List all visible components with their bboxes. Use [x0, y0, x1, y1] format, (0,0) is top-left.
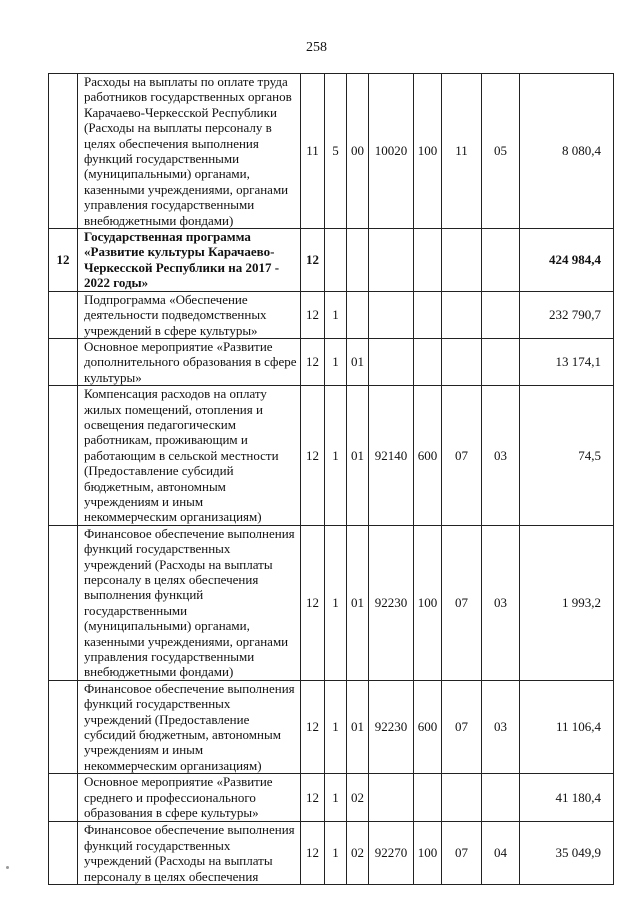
program-code: 12 — [301, 680, 325, 773]
section-code — [442, 774, 482, 822]
row-number — [49, 680, 78, 773]
event-code: 01 — [347, 680, 369, 773]
amount: 41 180,4 — [520, 774, 614, 822]
expense-type-code: 600 — [414, 680, 442, 773]
section-code: 07 — [442, 386, 482, 526]
table-row — [49, 680, 614, 773]
expense-name: Финансовое обеспечение выполнения функций государственных учреждений (Расходы на выплаты персоналу в целях обеспечения — [78, 822, 301, 885]
expense-type-code — [414, 774, 442, 822]
program-code: 12 — [301, 229, 325, 292]
section-code: 07 — [442, 680, 482, 773]
amount: 13 174,1 — [520, 338, 614, 385]
direction-code: 10020 — [369, 74, 414, 229]
subprogram-code — [325, 229, 347, 292]
expense-name: Расходы на выплаты по оплате труда работников государственных органов Карачаево-Черкесской Республики (Расходы на выплаты персоналу в целях обеспечения выполнения функций государственными (муниципальными) органами, казенными учреждениями, органами управления государственными внебюджетными фондами) — [78, 74, 301, 229]
expense-type-code: 100 — [414, 525, 442, 680]
expense-type-code — [414, 291, 442, 338]
table-row — [49, 74, 614, 229]
table-row — [49, 229, 614, 292]
subsection-code: 04 — [482, 822, 520, 885]
direction-code — [369, 291, 414, 338]
subsection-code: 03 — [482, 386, 520, 526]
expense-name: Государственная программа «Развитие культуры Карачаево-Черкесской Республики на 2017 - 2022 годы» — [78, 229, 301, 292]
expense-name: Основное мероприятие «Развитие среднего и профессионального образования в сфере культуры» — [78, 774, 301, 822]
direction-code — [369, 338, 414, 385]
event-code: 02 — [347, 822, 369, 885]
direction-code: 92230 — [369, 680, 414, 773]
subsection-code: 03 — [482, 680, 520, 773]
program-code: 12 — [301, 291, 325, 338]
subprogram-code: 1 — [325, 386, 347, 526]
expense-type-code: 600 — [414, 386, 442, 526]
program-code: 12 — [301, 822, 325, 885]
direction-code: 92230 — [369, 525, 414, 680]
row-number — [49, 74, 78, 229]
table-row — [49, 338, 614, 385]
expense-name: Финансовое обеспечение выполнения функций государственных учреждений (Расходы на выплаты персоналу в целях обеспечения выполнения функций государственными (муниципальными) органами, казенными учреждениями, органами управления государственными внебюджетными фондами) — [78, 525, 301, 680]
program-code: 12 — [301, 774, 325, 822]
row-number — [49, 386, 78, 526]
row-number: 12 — [49, 229, 78, 292]
subprogram-code: 1 — [325, 680, 347, 773]
table-row — [49, 822, 614, 885]
section-code — [442, 338, 482, 385]
subsection-code — [482, 338, 520, 385]
section-code — [442, 291, 482, 338]
table-row — [49, 774, 614, 822]
amount: 8 080,4 — [520, 74, 614, 229]
event-code — [347, 291, 369, 338]
expense-name: Компенсация расходов на оплату жилых помещений, отопления и освещения педагогическим работникам, проживающим и работающим в сельской местности (Предоставление субсидий бюджетным, автономным учреждениям и иным некоммерческим организациям) — [78, 386, 301, 526]
row-number — [49, 291, 78, 338]
expense-type-code: 100 — [414, 822, 442, 885]
subprogram-code: 1 — [325, 338, 347, 385]
section-code — [442, 229, 482, 292]
direction-code: 92270 — [369, 822, 414, 885]
direction-code — [369, 774, 414, 822]
section-code: 11 — [442, 74, 482, 229]
program-code: 12 — [301, 338, 325, 385]
subprogram-code: 1 — [325, 525, 347, 680]
direction-code — [369, 229, 414, 292]
section-code: 07 — [442, 822, 482, 885]
expense-type-code — [414, 229, 442, 292]
subprogram-code: 1 — [325, 822, 347, 885]
event-code: 01 — [347, 338, 369, 385]
subprogram-code: 1 — [325, 291, 347, 338]
table-row — [49, 386, 614, 526]
row-number — [49, 774, 78, 822]
subprogram-code: 5 — [325, 74, 347, 229]
row-number — [49, 525, 78, 680]
row-number — [49, 338, 78, 385]
expense-name: Подпрограмма «Обеспечение деятельности подведомственных учреждений в сфере культуры» — [78, 291, 301, 338]
expense-type-code: 100 — [414, 74, 442, 229]
program-code: 12 — [301, 386, 325, 526]
page-number: 258 — [306, 40, 327, 55]
amount: 35 049,9 — [520, 822, 614, 885]
event-code: 01 — [347, 386, 369, 526]
expense-name: Финансовое обеспечение выполнения функций государственных учреждений (Предоставление субсидий бюджетным, автономным учреждениям и иным некоммерческим организациям) — [78, 680, 301, 773]
section-code: 07 — [442, 525, 482, 680]
event-code: 02 — [347, 774, 369, 822]
subprogram-code: 1 — [325, 774, 347, 822]
subsection-code: 05 — [482, 74, 520, 229]
table-row — [49, 291, 614, 338]
amount: 11 106,4 — [520, 680, 614, 773]
expense-type-code — [414, 338, 442, 385]
table-row — [49, 525, 614, 680]
subsection-code — [482, 229, 520, 292]
scan-mark — [6, 866, 9, 869]
event-code: 01 — [347, 525, 369, 680]
event-code: 00 — [347, 74, 369, 229]
subsection-code — [482, 774, 520, 822]
amount: 424 984,4 — [520, 229, 614, 292]
amount: 74,5 — [520, 386, 614, 526]
amount: 232 790,7 — [520, 291, 614, 338]
subsection-code: 03 — [482, 525, 520, 680]
direction-code: 92140 — [369, 386, 414, 526]
program-code: 11 — [301, 74, 325, 229]
amount: 1 993,2 — [520, 525, 614, 680]
row-number — [49, 822, 78, 885]
subsection-code — [482, 291, 520, 338]
budget-table — [48, 73, 614, 885]
event-code — [347, 229, 369, 292]
program-code: 12 — [301, 525, 325, 680]
expense-name: Основное мероприятие «Развитие дополнительного образования в сфере культуры» — [78, 338, 301, 385]
